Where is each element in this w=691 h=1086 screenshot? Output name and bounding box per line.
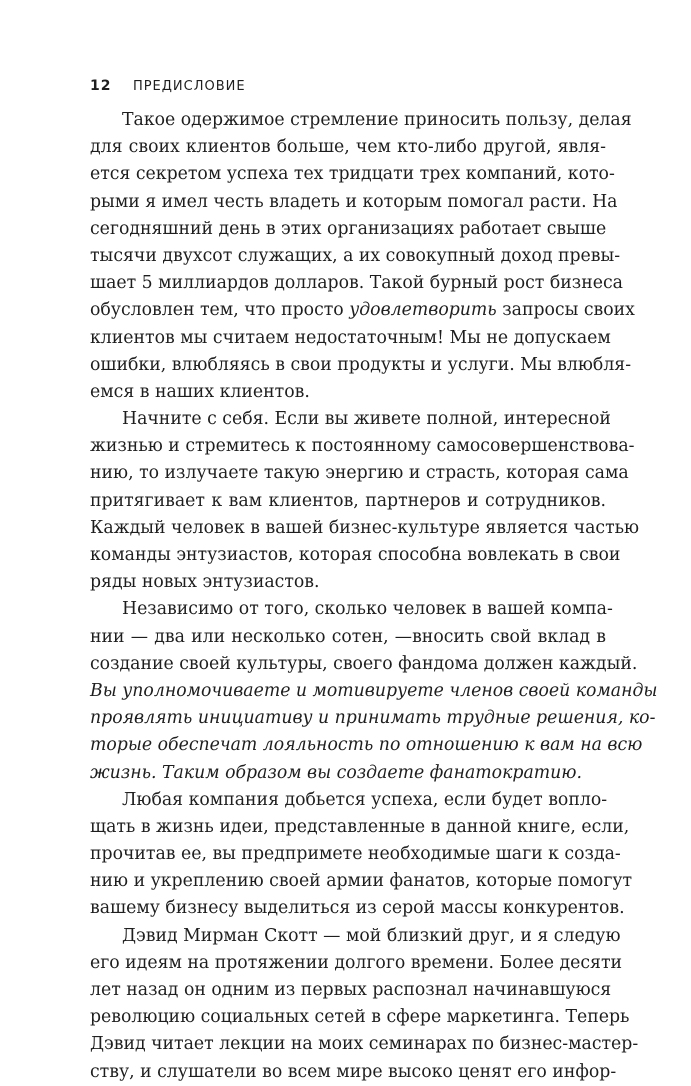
text-line: Начните с себя. Если вы живете полной, интересной (122, 409, 611, 430)
text-line: прочитав ее, вы предпримете необходимые шаги к созда- (90, 844, 621, 865)
text-line: для своих клиентов больше, чем кто-либо другой, явля- (90, 137, 606, 158)
text-line: ется секретом успеха тех тридцати трех компаний, кото- (90, 164, 615, 185)
text-line: емся в наших клиентов. (90, 381, 310, 402)
text-line: нию, то излучаете такую энергию и страсть, которая сама (90, 463, 629, 484)
text-line: обусловлен тем, что просто удовлетворить запросы своих (90, 300, 635, 321)
text-line: сегодняшний день в этих организациях работает свыше (90, 218, 607, 239)
text-line: нию и укреплению своей армии фанатов, которые помогут (90, 871, 633, 892)
text-line: Дэвид Мирман Скотт — мой близкий друг, и я следую (122, 925, 621, 946)
text-line: Вы уполномочиваете и мотивируете членов своей команды (90, 680, 658, 701)
text-line: проявлять инициативу и принимать трудные решения, ко- (90, 708, 656, 729)
text-line: ряды новых энтузиастов. (90, 572, 320, 593)
text-line: Любая компания добьется успеха, если будет вопло- (122, 789, 608, 810)
text-line: тысячи двухсот служащих, а их совокупный доход превы- (90, 245, 621, 266)
text-line: Такое одержимое стремление приносить пользу, делая (122, 110, 632, 130)
text-line: Независимо от того, сколько человек в вашей компа- (122, 599, 613, 620)
text-line: лет назад он одним из первых распознал начинавшуюся (90, 980, 612, 1000)
text-line: его идеям на протяжении долгого времени. Более десяти (90, 952, 623, 973)
text-line: шает 5 миллиардов долларов. Такой бурный рост бизнеса (90, 273, 623, 294)
text-line: притягивает к вам клиентов, партнеров и сотрудников. (90, 490, 606, 511)
text-line: нии — два или несколько сотен, —вносить свой вклад в (90, 626, 606, 647)
text-line: команды энтузиастов, которая способна вовлекать в свои (90, 545, 621, 565)
emphasis: удовлетворить (349, 300, 497, 321)
text-line: жизнь. Таким образом вы создаете фанатократию. (90, 762, 582, 783)
body-text (90, 107, 658, 1086)
text-line: щать в жизнь идеи, представленные в данной книге, если, (90, 816, 630, 837)
page-number: 12 (90, 78, 112, 94)
section-title: ПРЕДИСЛОВИЕ (132, 79, 246, 94)
text-line: торые обеспечат лояльность по отношению к вам на всю (90, 735, 643, 756)
running-head (90, 78, 246, 94)
text-line: революцию социальных сетей в сфере маркетинга. Теперь (90, 1007, 630, 1028)
text-line: вашему бизнесу выделиться из серой массы конкурентов. (90, 898, 625, 919)
text-line: Дэвид читает лекции на моих семинарах по бизнес-мастер- (90, 1034, 639, 1055)
text-line: Каждый человек в вашей бизнес-культуре является частью (90, 517, 640, 538)
text-line: рыми я имел честь владеть и которым помогал расти. На (90, 191, 618, 212)
text-line: ошибки, влюбляясь в свои продукты и услуги. Мы влюбля- (90, 354, 632, 375)
text-line: клиентов мы считаем недостаточным! Мы не допускаем (90, 327, 611, 348)
text-line: создание своей культуры, своего фандома должен каждый. (90, 653, 638, 674)
text-line: ству, и слушатели во всем мире высоко ценят его инфор- (90, 1061, 617, 1082)
text-line: жизнью и стремитесь к постоянному самосовершенствова- (90, 436, 635, 457)
